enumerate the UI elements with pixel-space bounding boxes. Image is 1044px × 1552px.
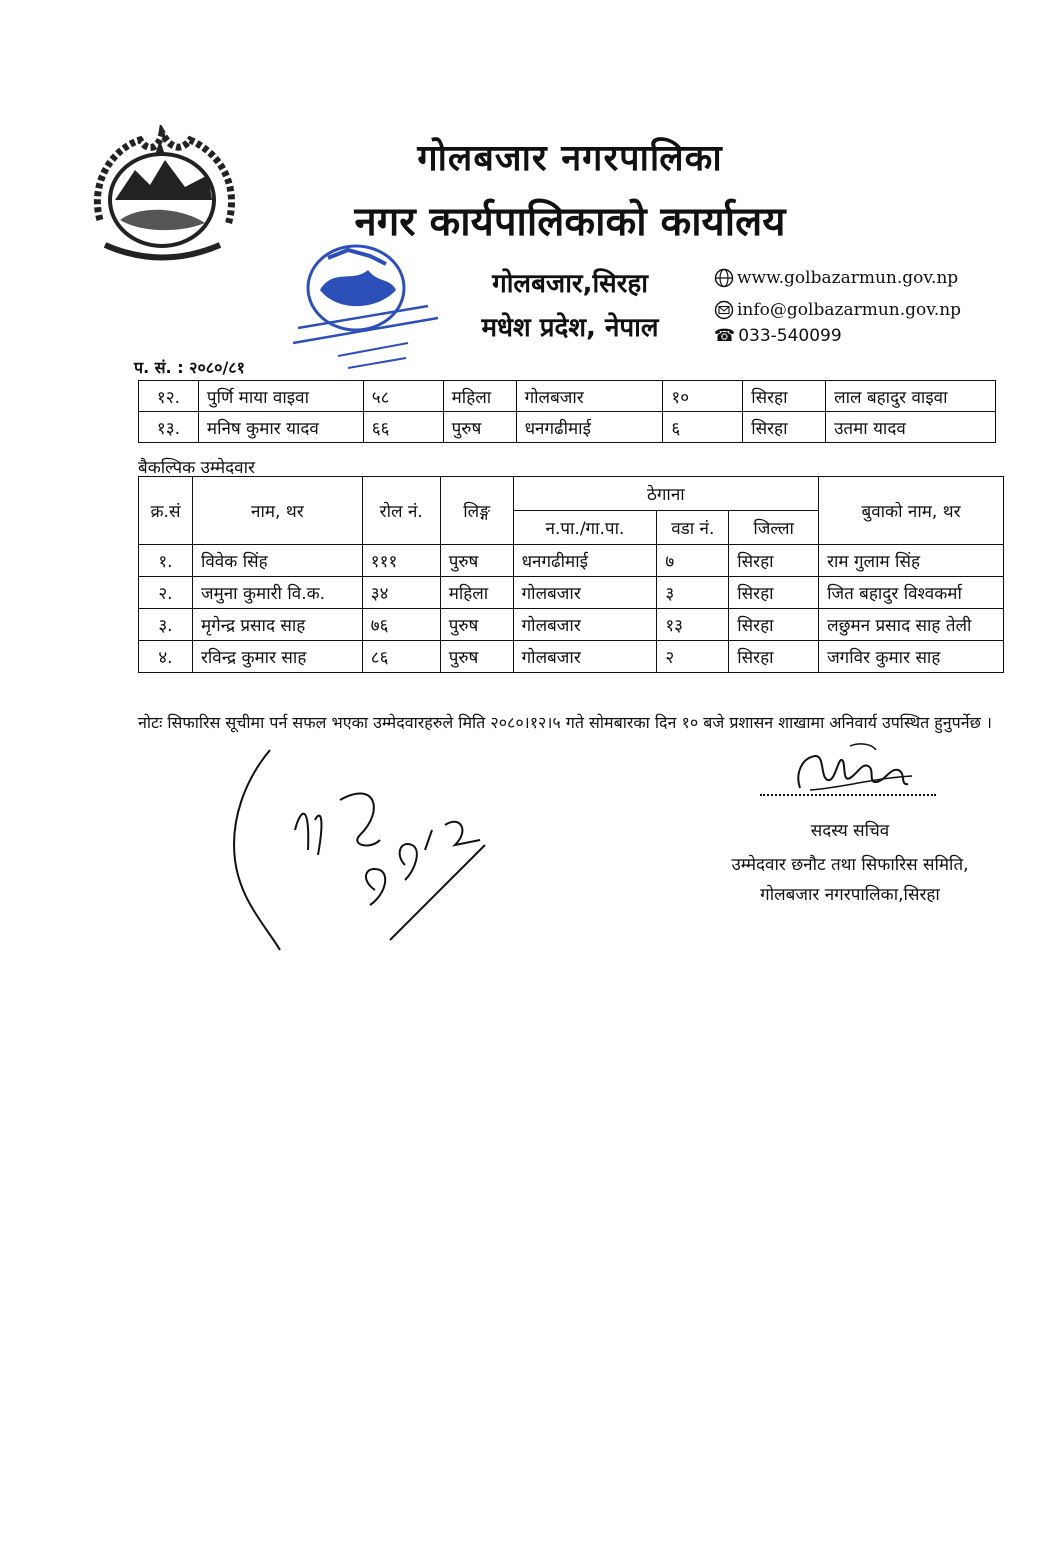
header-gender: लिङ्ग — [440, 477, 513, 545]
cell-sn: ४. — [139, 641, 193, 673]
cell-sn: ३. — [139, 609, 193, 641]
header-name: नाम, थर — [192, 477, 362, 545]
selected-candidates-table — [138, 380, 996, 443]
cell-sn: १३. — [139, 412, 199, 443]
website-contact — [714, 268, 958, 288]
cell-district: सिरहा — [743, 381, 826, 412]
cell-sn: २. — [139, 577, 193, 609]
cell-name: पुर्णि माया वाइवा — [198, 381, 363, 412]
cell-sn: १. — [139, 545, 193, 577]
cell-name: जमुना कुमारी वि.क. — [192, 577, 362, 609]
cell-gender: पुरुष — [440, 641, 513, 673]
cell-roll: ६६ — [363, 412, 443, 443]
cell-gender: पुरुष — [440, 609, 513, 641]
cell-ward: ७ — [657, 545, 729, 577]
nepal-emblem-icon — [80, 125, 245, 270]
table-row — [139, 381, 996, 412]
alternate-candidates-table — [138, 476, 1004, 673]
cell-father: जगविर कुमार साह — [819, 641, 1004, 673]
handwritten-initial-icon — [200, 740, 500, 960]
header-father: बुवाको नाम, थर — [819, 477, 1004, 545]
cell-father: राम गुलाम सिंह — [819, 545, 1004, 577]
globe-icon — [714, 268, 734, 288]
table-row — [139, 641, 1004, 673]
phone-icon: ☎ — [714, 326, 736, 346]
cell-district: सिरहा — [729, 545, 819, 577]
cell-gender: पुरुष — [440, 545, 513, 577]
cell-ward: १० — [663, 381, 743, 412]
cell-district: सिरहा — [729, 641, 819, 673]
cell-father: जित बहादुर विश्वकर्मा — [819, 577, 1004, 609]
cell-municipality: गोलबजार — [516, 381, 663, 412]
cell-roll: ८६ — [362, 641, 440, 673]
cell-municipality: धनगढीमाई — [513, 545, 657, 577]
cell-gender: महिला — [440, 577, 513, 609]
cell-father: उतमा यादव — [826, 412, 996, 443]
header-municipality: न.पा./गा.पा. — [513, 511, 657, 545]
signature-line — [760, 792, 936, 796]
cell-ward: २ — [657, 641, 729, 673]
phone-number: 033-540099 — [738, 326, 842, 346]
phone-contact — [714, 326, 842, 346]
cell-municipality: गोलबजार — [513, 577, 657, 609]
org-name: गोलबजार नगरपालिका — [417, 138, 723, 179]
cell-roll: ३४ — [362, 577, 440, 609]
cell-sn: १२. — [139, 381, 199, 412]
cell-roll: ७६ — [362, 609, 440, 641]
table-row — [139, 609, 1004, 641]
cell-name: रविन्द्र कुमार साह — [192, 641, 362, 673]
cell-roll: ५८ — [363, 381, 443, 412]
table-row — [139, 545, 1004, 577]
cell-municipality: गोलबजार — [513, 609, 657, 641]
table-row — [139, 577, 1004, 609]
address-line-2: मधेश प्रदेश, नेपाल — [481, 313, 659, 343]
cell-name: मनिष कुमार यादव — [198, 412, 363, 443]
cell-name: विवेक सिंह — [192, 545, 362, 577]
signatory-title: सदस्य सचिव — [810, 821, 890, 841]
reference-number: प. सं. : २०८०/८१ — [134, 358, 245, 377]
cell-roll: १११ — [362, 545, 440, 577]
header-sn: क्र.सं — [139, 477, 193, 545]
cell-district: सिरहा — [743, 412, 826, 443]
cell-father: लाल बहादुर वाइवा — [826, 381, 996, 412]
cell-ward: ६ — [663, 412, 743, 443]
note-text: नोटः सिफारिस सूचीमा पर्न सफल भएका उम्मेदवारहरुले मिति २०८०।१२।५ गते सोमबारका दिन १० बजे प्रशासन शाखामा अनिवार्य उपस्थित हुनुपर्नेछ । — [138, 713, 992, 732]
cell-ward: ३ — [657, 577, 729, 609]
cell-district: सिरहा — [729, 609, 819, 641]
email-link[interactable]: info@golbazarmun.gov.np — [737, 300, 962, 320]
signatory-office: गोलबजार नगरपालिका,सिरहा — [760, 885, 940, 905]
cell-name: मृगेन्द्र प्रसाद साह — [192, 609, 362, 641]
address-line-1: गोलबजार,सिरहा — [492, 269, 648, 299]
office-stamp-icon — [278, 228, 448, 378]
cell-municipality: धनगढीमाई — [516, 412, 663, 443]
cell-ward: १३ — [657, 609, 729, 641]
header-district: जिल्ला — [729, 511, 819, 545]
cell-district: सिरहा — [729, 577, 819, 609]
table-row — [139, 412, 996, 443]
signatory-committee: उम्मेदवार छनौट तथा सिफारिस समिति, — [731, 855, 969, 875]
signature-icon — [780, 738, 920, 800]
office-name: नगर कार्यपालिकाको कार्यालय — [354, 199, 786, 245]
cell-gender: महिला — [443, 381, 516, 412]
website-link[interactable]: www.golbazarmun.gov.np — [737, 268, 959, 288]
email-contact — [714, 300, 961, 320]
cell-gender: पुरुष — [443, 412, 516, 443]
alternate-candidates-label: बैकल्पिक उम्मेदवार — [138, 458, 255, 478]
header-address: ठेगाना — [513, 477, 818, 511]
cell-municipality: गोलबजार — [513, 641, 657, 673]
header-roll: रोल नं. — [362, 477, 440, 545]
mail-icon — [714, 300, 734, 320]
header-ward: वडा नं. — [657, 511, 729, 545]
cell-father: लछुमन प्रसाद साह तेली — [819, 609, 1004, 641]
